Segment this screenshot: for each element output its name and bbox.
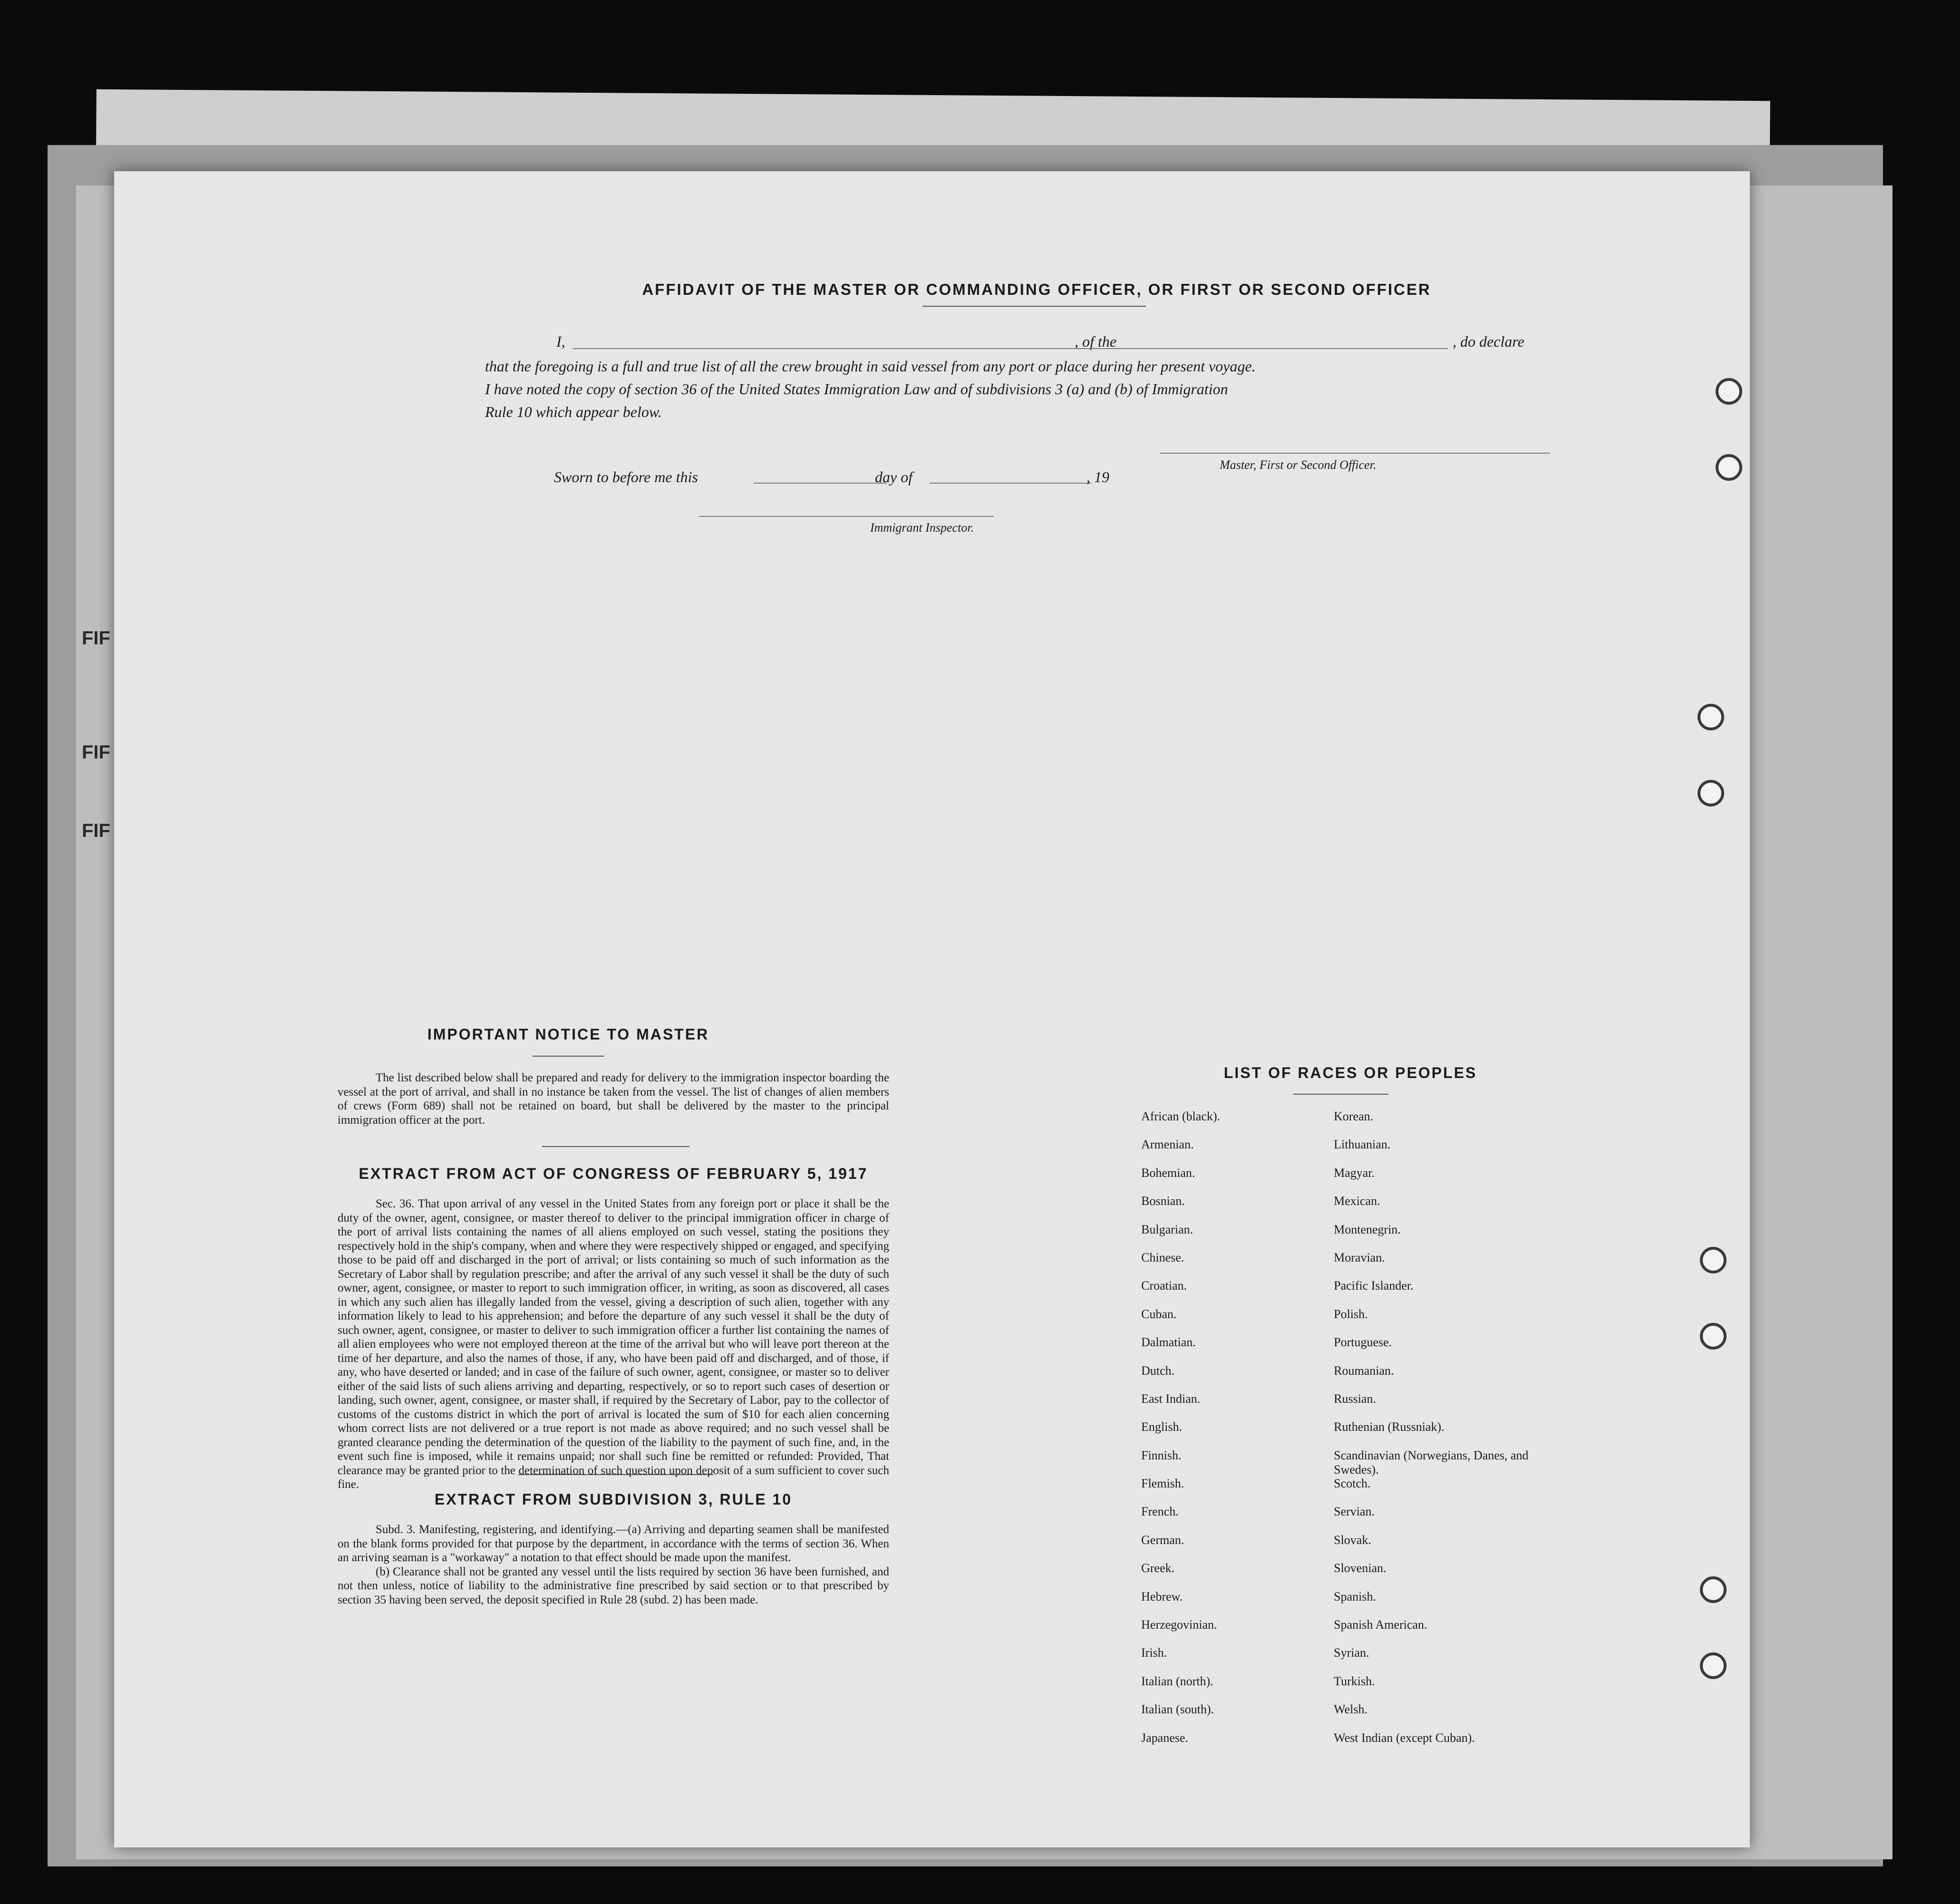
- races-rule: [1293, 1094, 1388, 1095]
- notice-title: IMPORTANT NOTICE TO MASTER: [427, 1026, 709, 1043]
- notice-paragraph: The list described below shall be prepared and ready for delivery to the immigration inspector boarding the vessel at the port of arrival, and shall in no instance be taken from the vessel. The list of changes of alien members of crews (Form 689) shall not be retained on board, but shall be delivered by the master to the principal immigration officer at the port.: [338, 1071, 889, 1127]
- race-item: Italian (north).: [1141, 1674, 1213, 1688]
- race-item: Magyar.: [1334, 1166, 1375, 1180]
- race-item: Welsh.: [1334, 1702, 1368, 1717]
- separator-rule: [518, 1474, 713, 1475]
- binder-hole: [1698, 780, 1724, 806]
- race-item: Italian (south).: [1141, 1702, 1214, 1717]
- race-item: Russian.: [1334, 1391, 1376, 1406]
- separator-rule: [542, 1146, 689, 1147]
- rule10-paragraph-a: Subd. 3. Manifesting, registering, and identifying.—(a) Arriving and departing seamen shall be manifested on the blank forms provided for that purpose by the department, in accordance with the terms of section 36. When an arriving seaman is a "workaway" a notation to that effect should be made upon the manifest.: [338, 1523, 889, 1564]
- affidavit-of-the: , of the: [1075, 333, 1116, 350]
- race-item: Spanish American.: [1334, 1618, 1427, 1632]
- edge-label: FIF: [82, 742, 110, 763]
- month-line: [930, 483, 1091, 484]
- race-item: Pacific Islander.: [1334, 1279, 1414, 1293]
- race-item: Scandinavian (Norwegians, Danes, and Swedes).: [1334, 1448, 1529, 1477]
- inspector-signature-line: [699, 516, 994, 517]
- binder-hole: [1716, 454, 1742, 481]
- notice-text: [338, 1071, 889, 1127]
- race-item: Lithuanian.: [1334, 1137, 1391, 1152]
- name-line: [573, 348, 1072, 349]
- race-item: Bohemian.: [1141, 1166, 1195, 1180]
- race-item: Croatian.: [1141, 1279, 1187, 1293]
- affidavit-page: [114, 171, 1750, 1847]
- race-item: Armenian.: [1141, 1137, 1194, 1152]
- sworn-text: Sworn to before me this: [554, 468, 698, 486]
- binder-hole: [1700, 1652, 1727, 1679]
- race-item: French.: [1141, 1505, 1179, 1519]
- race-item: Spanish.: [1334, 1589, 1376, 1603]
- race-item: Turkish.: [1334, 1674, 1375, 1688]
- races-title: LIST OF RACES OR PEOPLES: [1223, 1064, 1477, 1081]
- act-title: EXTRACT FROM ACT OF CONGRESS OF FEBRUARY 5, 1917: [359, 1165, 868, 1182]
- race-item: Portuguese.: [1334, 1335, 1392, 1350]
- master-signature-caption: Master, First or Second Officer.: [1220, 458, 1377, 472]
- race-item: Mexican.: [1334, 1194, 1380, 1208]
- day-of-text: day of: [875, 468, 913, 486]
- race-item: Bulgarian.: [1141, 1222, 1193, 1236]
- race-item: Bosnian.: [1141, 1194, 1185, 1208]
- race-item: African (black).: [1141, 1109, 1221, 1123]
- rule10-paragraph-b: (b) Clearance shall not be granted any vessel until the lists required by section 36 have been furnished, and not then unless, notice of liability to the administrative fine prescribed by said section or to that prescribed by section 35 having been served, the deposit specified in Rule 28 (subd. 2) has been made.: [338, 1565, 889, 1606]
- binder-hole: [1698, 704, 1724, 730]
- race-item: Ruthenian (Russniak).: [1334, 1420, 1445, 1434]
- edge-label: FIF: [82, 820, 110, 841]
- race-item: English.: [1141, 1420, 1182, 1434]
- race-item: Roumanian.: [1334, 1363, 1394, 1378]
- race-item: Greek.: [1141, 1561, 1175, 1575]
- race-item: Dalmatian.: [1141, 1335, 1196, 1350]
- race-item: Cuban.: [1141, 1307, 1177, 1321]
- edge-label: FIF: [82, 628, 110, 649]
- race-item: Syrian.: [1334, 1646, 1369, 1660]
- race-item: Slovenian.: [1334, 1561, 1387, 1575]
- affidavit-line4: Rule 10 which appear below.: [485, 403, 662, 420]
- race-item: West Indian (except Cuban).: [1334, 1730, 1475, 1745]
- race-item: Slovak.: [1334, 1533, 1371, 1547]
- races-column-1: [1141, 1109, 1341, 1759]
- race-item: Finnish.: [1141, 1448, 1182, 1462]
- act-paragraph: Sec. 36. That upon arrival of any vessel in the United States from any foreign port or place it shall be the duty of the owner, agent, consignee, or master thereof to deliver to the principal immigration officer in charge of the port of arrival lists containing the names of all aliens employed on such vessel, stating the positions they respectively hold in the ship's company, when and where they were respectively shipped or engaged, and specifying those to be paid off and discharged in the port of arrival; or lists containing so much of such information as the Secretary of Labor shall by regulation prescribe; and after the arrival of any such vessel it shall be the duty of such owner, agent, consignee, or master to report to such immigration officer, in writing, as soon as discovered, all cases in which any such alien has illegally landed from the vessel, giving a description of such alien, together with any information likely to lead to his apprehension; and before the departure of any such vessel it shall be the duty of such owner, agent, consignee, or master to deliver to such immigration officer a further list containing the names of all alien employees who were not employed thereon at the time of the arrival but who will leave port thereon at the time of her departure, and also the names of those, if any, who have been paid off and discharged, and of those, if any, who have deserted or landed; and in case of the failure of such owner, agent, consignee, or master so to deliver either of the said lists of such aliens arriving and departing, respectively, or so to report such cases of desertion or landing, such owner, agent, consignee, or master shall, if required by the Secretary of Labor, pay to the collector of customs of the customs district in which the port of arrival is located the sum of $10 for each alien concerning whom correct lists are not delivered or a true report is not made as above required; and no such vessel shall be granted clearance pending the determination of the question of the liability to the payment of such fine, and, in the event such fine is imposed, while it remains unpaid; nor shall such fine be remitted or refunded: Provided, That clearance may be granted prior to the determination of such question upon deposit of a sum sufficient to cover such fine.: [338, 1197, 889, 1491]
- race-item: Polish.: [1334, 1307, 1368, 1321]
- race-item: Flemish.: [1141, 1477, 1184, 1491]
- rule10-title: EXTRACT FROM SUBDIVISION 3, RULE 10: [434, 1491, 793, 1508]
- affidavit-line3: I have noted the copy of section 36 of the United States Immigration Law and of subdivisions 3 (a) and (b) of Immigration: [485, 380, 1228, 398]
- affidavit-line2: that the foregoing is a full and true list of all the crew brought in said vessel from any port or place during her present voyage.: [485, 358, 1256, 375]
- binder-hole: [1700, 1247, 1727, 1273]
- master-signature-line: [1160, 453, 1550, 454]
- race-item: East Indian.: [1141, 1391, 1201, 1406]
- inspector-signature-caption: Immigrant Inspector.: [870, 521, 974, 534]
- race-item: Japanese.: [1141, 1730, 1188, 1745]
- race-item: Herzegovinian.: [1141, 1618, 1217, 1632]
- affidavit-declare: , do declare: [1453, 333, 1524, 350]
- binder-hole: [1716, 378, 1742, 405]
- affidavit-title: AFFIDAVIT OF THE MASTER OR COMMANDING OFFICER, OR FIRST OR SECOND OFFICER: [642, 281, 1431, 298]
- notice-rule: [533, 1056, 604, 1057]
- act-text: [338, 1197, 889, 1492]
- vessel-line: [1039, 348, 1448, 349]
- race-item: Moravian.: [1334, 1250, 1385, 1264]
- race-item: German.: [1141, 1533, 1184, 1547]
- race-item: Dutch.: [1141, 1363, 1175, 1378]
- title-rule: [922, 306, 1146, 307]
- race-item: Scotch.: [1334, 1477, 1371, 1491]
- affidavit-i: I,: [556, 333, 565, 350]
- race-item: Korean.: [1334, 1109, 1374, 1123]
- race-item: Irish.: [1141, 1646, 1167, 1660]
- race-item: Servian.: [1334, 1505, 1375, 1519]
- race-item: Hebrew.: [1141, 1589, 1183, 1603]
- binder-hole: [1700, 1323, 1727, 1350]
- races-column-2: [1334, 1109, 1533, 1759]
- race-item: Montenegrin.: [1334, 1222, 1401, 1236]
- binder-hole: [1700, 1576, 1727, 1603]
- rule10-text: [338, 1523, 889, 1607]
- sworn-day-line: [754, 483, 887, 484]
- year-text: , 19: [1087, 468, 1109, 486]
- race-item: Chinese.: [1141, 1250, 1184, 1264]
